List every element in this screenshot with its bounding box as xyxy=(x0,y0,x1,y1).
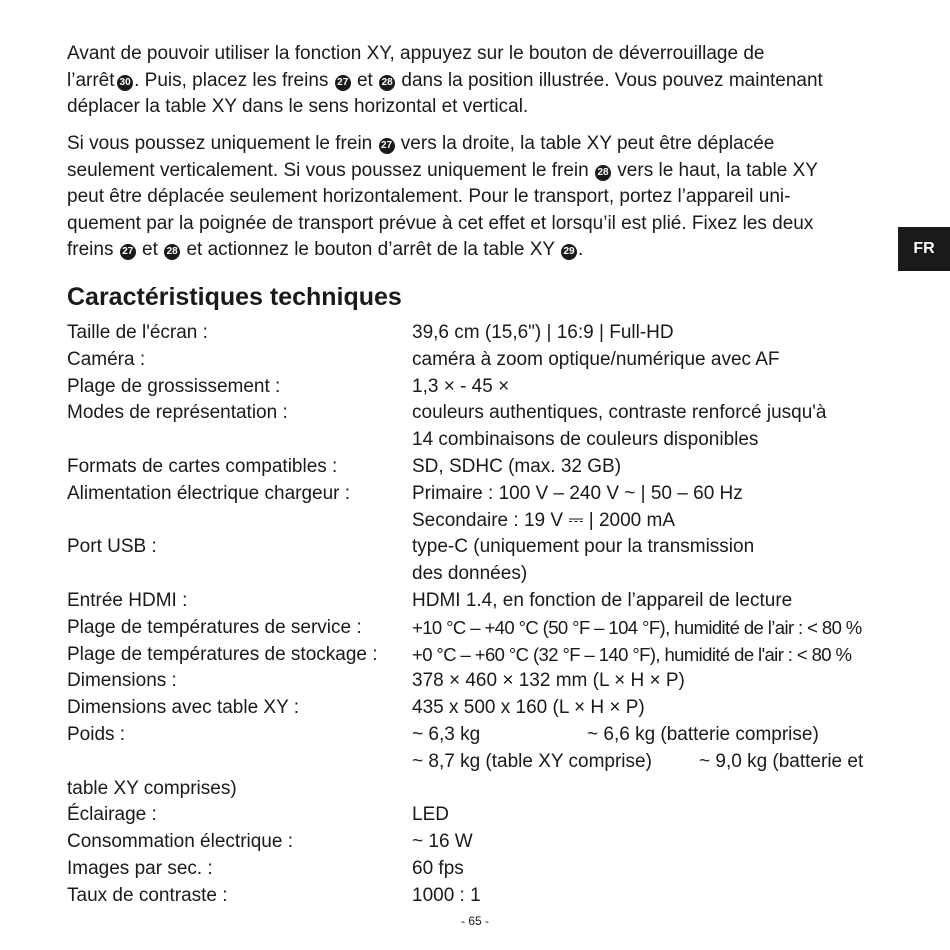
spec-row xyxy=(67,856,897,883)
spec-row xyxy=(67,883,897,910)
para2-line-4: quement par la poignée de transport prévue à cet effet et lorsqu’il est plié. Fixez les deux xyxy=(67,212,814,234)
spec-label: Éclairage : xyxy=(67,804,157,826)
spec-row xyxy=(67,668,897,695)
para2-line-1: Si vous poussez uniquement le frein 27 vers la droite, la table XY peut être déplacée xyxy=(67,133,775,154)
spec-row-continued xyxy=(67,508,897,535)
spec-label: Caméra : xyxy=(67,348,146,370)
spec-row xyxy=(67,588,897,615)
para2-line-2: seulement verticalement. Si vous poussez uniquement le frein 28 vers le haut, la table XY xyxy=(67,159,818,181)
para2-line-5: freins 27 et 28 et actionnez le bouton d’arrêt de la table XY 29 . xyxy=(67,239,584,260)
spec-label: Images par sec. : xyxy=(67,857,213,879)
page-number: - 65 - xyxy=(460,914,489,928)
spec-label: Plage de températures de service : xyxy=(67,616,362,638)
spec-row-continued xyxy=(67,749,897,776)
spec-value: 1000 : 1 xyxy=(412,884,481,906)
spec-value: SD, SDHC (max. 32 GB) xyxy=(412,455,622,477)
spec-value: caméra à zoom optique/numérique avec AF xyxy=(412,348,780,370)
spec-label: Formats de cartes compatibles : xyxy=(67,455,338,477)
spec-row-continued xyxy=(67,427,897,454)
spec-row-wrap xyxy=(67,776,897,803)
spec-label: Taux de contraste : xyxy=(67,884,228,906)
spec-value: Primaire : 100 V – 240 V ~ | 50 – 60 Hz xyxy=(412,482,743,504)
spec-row xyxy=(67,695,897,722)
callout-marker: 29 xyxy=(561,244,577,260)
section-heading: Caractéristiques techniques xyxy=(67,283,402,311)
spec-value: 378 × 460 × 132 mm (L × H × P) xyxy=(412,670,685,692)
para2-line-3: peut être déplacée seulement horizontalement. Pour le transport, portez l’appareil uni- xyxy=(67,186,791,207)
spec-value: LED xyxy=(412,804,449,826)
spec-label: Dimensions : xyxy=(67,670,177,692)
spec-row xyxy=(67,722,897,749)
spec-value: type-C (uniquement pour la transmission xyxy=(412,536,755,558)
spec-row xyxy=(67,829,897,856)
spec-row-continued xyxy=(67,561,897,588)
callout-marker: 27 xyxy=(120,244,136,260)
spec-value: ~ 8,7 kg (table XY comprise) xyxy=(412,750,652,772)
spec-value: couleurs authentiques, contraste renforcé jusqu'à xyxy=(412,402,827,424)
spec-value: Secondaire : 19 V ⎓ | 2000 mA xyxy=(412,509,676,531)
spec-value-wrap: table XY comprises) xyxy=(67,777,237,799)
spec-label: Consommation électrique : xyxy=(67,831,293,853)
spec-row xyxy=(67,347,897,374)
spec-label: Modes de représentation : xyxy=(67,402,288,424)
spec-table xyxy=(67,320,897,910)
spec-value: 39,6 cm (15,6") | 16:9 | Full-HD xyxy=(412,322,674,343)
spec-row xyxy=(67,615,897,642)
spec-value: HDMI 1.4, en fonction de l’appareil de lecture xyxy=(412,589,793,611)
spec-label: Poids : xyxy=(67,723,126,745)
callout-marker: 28 xyxy=(164,244,180,260)
spec-value: des données) xyxy=(412,563,528,585)
spec-row xyxy=(67,400,897,427)
spec-value: 14 combinaisons de couleurs disponibles xyxy=(412,429,759,451)
spec-label: Plage de températures de stockage : xyxy=(67,643,378,665)
intro-line-1: Avant de pouvoir utiliser la fonction XY, appuyez sur le bouton de déverrouillage de xyxy=(67,43,765,64)
spec-value: 60 fps xyxy=(412,857,464,879)
spec-label: Dimensions avec table XY : xyxy=(67,697,299,719)
spec-value: 1,3 × - 45 × xyxy=(412,375,510,397)
spec-row xyxy=(67,642,897,669)
spec-row xyxy=(67,481,897,508)
spec-value: ~ 6,6 kg (batterie comprise) xyxy=(587,723,819,745)
spec-label: Plage de grossissement : xyxy=(67,375,281,397)
spec-value: ~ 6,3 kg xyxy=(412,723,481,745)
transport-paragraph xyxy=(67,131,897,264)
callout-marker: 27 xyxy=(379,138,395,154)
callout-marker: 27 xyxy=(335,75,351,91)
callout-marker: 30 xyxy=(117,75,133,91)
spec-value: ~ 16 W xyxy=(412,831,473,853)
spec-row xyxy=(67,374,897,401)
spec-label: Port USB : xyxy=(67,536,157,558)
callout-marker: 28 xyxy=(595,165,611,181)
intro-line-3: déplacer la table XY dans le sens horizontal et vertical. xyxy=(67,96,529,117)
spec-label: Alimentation électrique chargeur : xyxy=(67,482,351,504)
language-tab: FR xyxy=(898,227,950,271)
intro-paragraph xyxy=(67,41,897,121)
spec-label: Taille de l'écran : xyxy=(67,322,208,343)
callout-marker: 28 xyxy=(379,75,395,91)
spec-row xyxy=(67,320,897,347)
spec-value: ~ 9,0 kg (batterie et xyxy=(699,750,864,772)
spec-row xyxy=(67,454,897,481)
spec-label: Entrée HDMI : xyxy=(67,589,188,611)
spec-value: +0 °C – +60 °C (32 °F – 140 °F), humidité de l'air : < 80 % xyxy=(412,643,852,665)
spec-value: 435 x 500 x 160 (L × H × P) xyxy=(412,697,645,719)
intro-line-2: l’arrêt 30 . Puis, placez les freins 27 et 28 dans la position illustrée. Vous pouvez maintenant xyxy=(67,69,823,91)
spec-row xyxy=(67,534,897,561)
spec-row xyxy=(67,802,897,829)
spec-value: +10 °C – +40 °C (50 °F – 104 °F), humidité de l’air : < 80 % xyxy=(412,616,862,638)
